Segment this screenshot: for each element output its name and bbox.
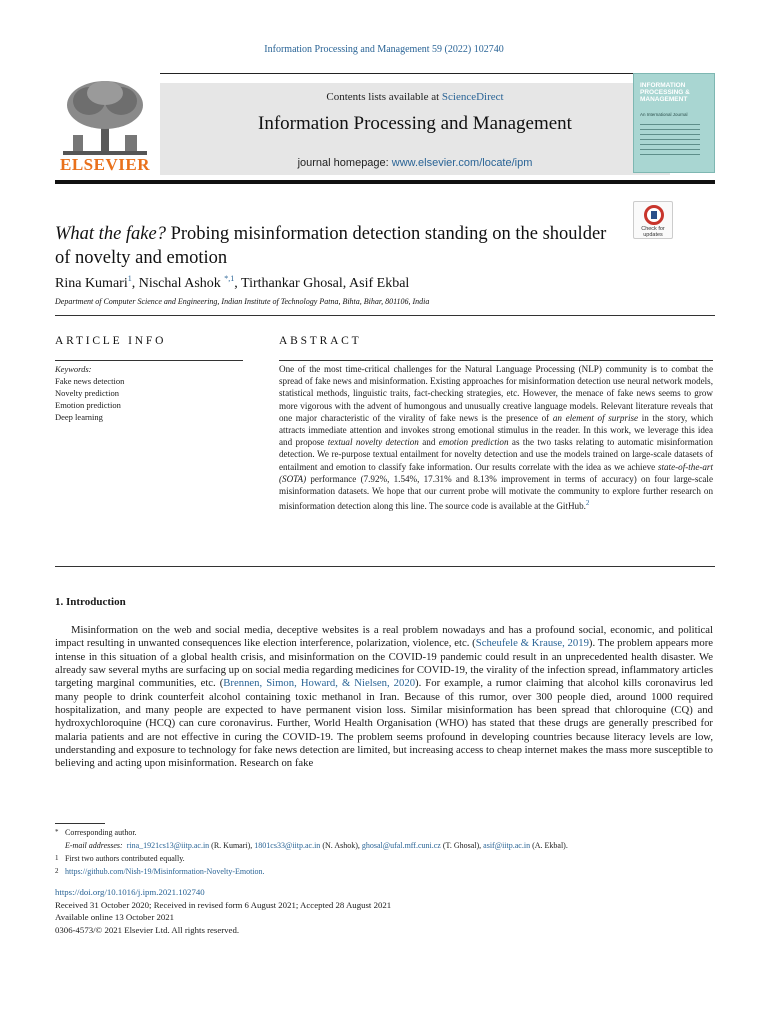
homepage-line	[160, 157, 670, 169]
keywords-label: Keywords:	[55, 364, 92, 374]
available-online: Available online 13 October 2021	[55, 912, 175, 922]
author-footnote-link[interactable]: *,1	[224, 274, 235, 283]
check-for-updates-button[interactable]	[633, 201, 673, 239]
cover-title: INFORMATION PROCESSING & MANAGEMENT	[640, 82, 690, 103]
journal-cover-image[interactable]	[633, 73, 715, 173]
author-footnote-link[interactable]: 1	[127, 274, 132, 283]
paper-title	[55, 222, 615, 270]
email-link[interactable]: asif@iitp.ac.in	[483, 841, 531, 850]
email-link[interactable]: rina_1921cs13@iitp.ac.in	[126, 841, 210, 850]
elsevier-logo	[55, 79, 155, 173]
github-link[interactable]: https://github.com/Nish-19/Misinformation-Novelty-Emotion.	[65, 867, 265, 876]
footnote-rule	[55, 823, 105, 824]
author-list: Rina Kumari$^1$, Nischal Ashok $^{*,1}$, Tirthankar Ghosal, Asif Ekbal	[55, 274, 410, 291]
divider	[55, 315, 715, 316]
footnotes	[55, 826, 715, 878]
journal-homepage-link[interactable]: www.elsevier.com/locate/ipm	[391, 157, 533, 169]
email-link[interactable]: ghosal@ufal.mff.cuni.cz	[361, 841, 441, 850]
divider	[55, 360, 243, 361]
contents-prefix: Contents lists available at	[326, 91, 442, 103]
footnote-corresponding: * Corresponding author.	[55, 828, 137, 837]
divider	[55, 566, 715, 567]
homepage-prefix: journal homepage:	[297, 157, 392, 169]
citation-link[interactable]: Brennen, Simon, Howard, & Nielsen, 2020	[223, 677, 416, 690]
journal-header	[55, 73, 715, 177]
header-thick-rule	[55, 180, 715, 184]
journal-title: Information Processing and Management	[258, 113, 572, 134]
crossmark-icon	[644, 205, 664, 225]
article-meta	[55, 886, 715, 936]
keyword: Deep learning	[55, 412, 103, 422]
divider	[279, 360, 713, 361]
sciencedirect-link[interactable]: ScienceDirect	[441, 91, 504, 103]
section-heading-introduction: 1. Introduction	[55, 596, 126, 608]
header-rule	[160, 73, 670, 74]
keyword: Novelty prediction	[55, 388, 119, 398]
abstract-text: One of the most time-critical challenges for the Natural Language Processing (NLP) community is to combat the spread of fake news and misinformation. Existing approaches for misinformation detection use neural network models, statistical methods, linguistic traits, fact-checking strategies, etc. However, the menace of fake news seems to grow more vigorous with the advent of humongous and unusually creative language models. Relevant literature reveals that one major characteristic of the virality of fake news is the presence of an element of surprise in the story, which attracts immediate attention and invokes strong emotional stimulus in the reader. In this work, we leverage this idea and propose textual novelty detection and emotion prediction as the two tasks relating to automatic misinformation detection. We re-purpose textual entailment for novelty detection and use the models trained on large-scale datasets of entailment and emotion to classify fake information. Our results correlate with the idea as we achieve state-of-the-art (SOTA) performance (7.92%, 1.54%, 17.31% and 8.13% improvement in terms of accuracy) on four large-scale misinformation datasets. We hope that our current probe will motivate the community to explore further research on misinformation detection along this line. The source code is available at the GitHub.$^2$	[279, 364, 714, 512]
footnote-2: 2 https://github.com/Nish-19/Misinformation-Novelty-Emotion.	[55, 867, 265, 876]
author-name: Rina Kumari	[55, 276, 128, 291]
doi-link[interactable]: https://doi.org/10.1016/j.ipm.2021.102740	[55, 887, 205, 897]
article-info-heading: ARTICLE INFO	[55, 335, 167, 347]
footnote-2-link[interactable]: 2	[585, 499, 590, 508]
author-name: Nischal Ashok	[138, 276, 221, 291]
affiliation: Department of Computer Science and Engineering, Indian Institute of Technology Patna, Bihta, Bihar, 801106, India	[55, 297, 430, 306]
footnote-1: 1 First two authors contributed equally.	[55, 854, 185, 863]
publisher-name: ELSEVIER	[60, 155, 150, 174]
journal-citation[interactable]: Information Processing and Management 59 (2022) 102740	[264, 44, 504, 55]
title-rest: Probing misinformation detection standing on the shoulder of novelty and emotion	[55, 224, 607, 268]
introduction-paragraph: Misinformation on the web and social media, deceptive websites is a real problem nowadays and has a profound social, economic, and political impact resulting in unwanted consequences like election interference, polarization, violence, etc. (Scheufele & Krause, 2019). The problem appears more intense in this situation of a global health crisis, and misinformation on the COVID-19 pandemic could result in an unprecedented health disaster. We already saw several myths are surfacing up on social media regarding medicines for COVID-19, the virality of the infection spread, inflammatory articles targeting marginal communities, etc. (Brennen, Simon, Howard, & Nielsen, 2020). For example, a rumor claiming that alcohol kills coronavirus led many people to drink counterfeit alcohol containing toxic methanol in Iran. Because of this rumor, over 300 people died, around 1000 required hospitalization, and many people are expected to have permanent vision loss. Similar misinformation has been spread that chloroquine (CQ) and hydroxychloroquine (HCQ) can cure coronavirus. Further, World Health Organisation (WHO) has stated that these drugs are generally prescribed for malaria patients and are not effective in curing the COVID-19. The problem seems profound in developing countries because literacy levels are low, understanding and exposure to technology for fake news detection are limited, but increasing access to cheap internet makes the mass more susceptible to believing and acting upon misinformation. Research on fake	[55, 624, 713, 770]
keywords-block	[55, 363, 245, 423]
citation-link[interactable]: Scheufele & Krause, 2019	[475, 637, 589, 650]
title-italic: What the fake?	[55, 224, 166, 244]
crossmark-label: Check for updates	[641, 226, 665, 238]
elsevier-tree-icon	[63, 79, 147, 157]
copyright: 0306-4573/© 2021 Elsevier Ltd. All rights reserved.	[55, 924, 240, 935]
author-name: Asif Ekbal	[349, 276, 410, 291]
footnote-emails: E-mail addresses: rina_1921cs13@iitp.ac.in (R. Kumari), 1801cs33@iitp.ac.in (N. Ashok), ghosal@ufal.mff.cuni.cz (T. Ghosal), asif@iitp.ac.in (A. Ekbal).	[65, 841, 568, 850]
keyword: Emotion prediction	[55, 400, 121, 410]
cover-subtitle: An International Journal	[640, 112, 688, 117]
email-link[interactable]: 1801cs33@iitp.ac.in	[254, 841, 321, 850]
keyword: Fake news detection	[55, 376, 125, 386]
contents-line	[160, 91, 670, 103]
cover-decoration	[640, 124, 700, 159]
received-dates: Received 31 October 2020; Received in revised form 6 August 2021; Accepted 28 August 2021	[55, 899, 392, 910]
author-name: Tirthankar Ghosal	[241, 276, 343, 291]
journal-band	[160, 83, 670, 175]
abstract-heading: ABSTRACT	[279, 335, 362, 347]
